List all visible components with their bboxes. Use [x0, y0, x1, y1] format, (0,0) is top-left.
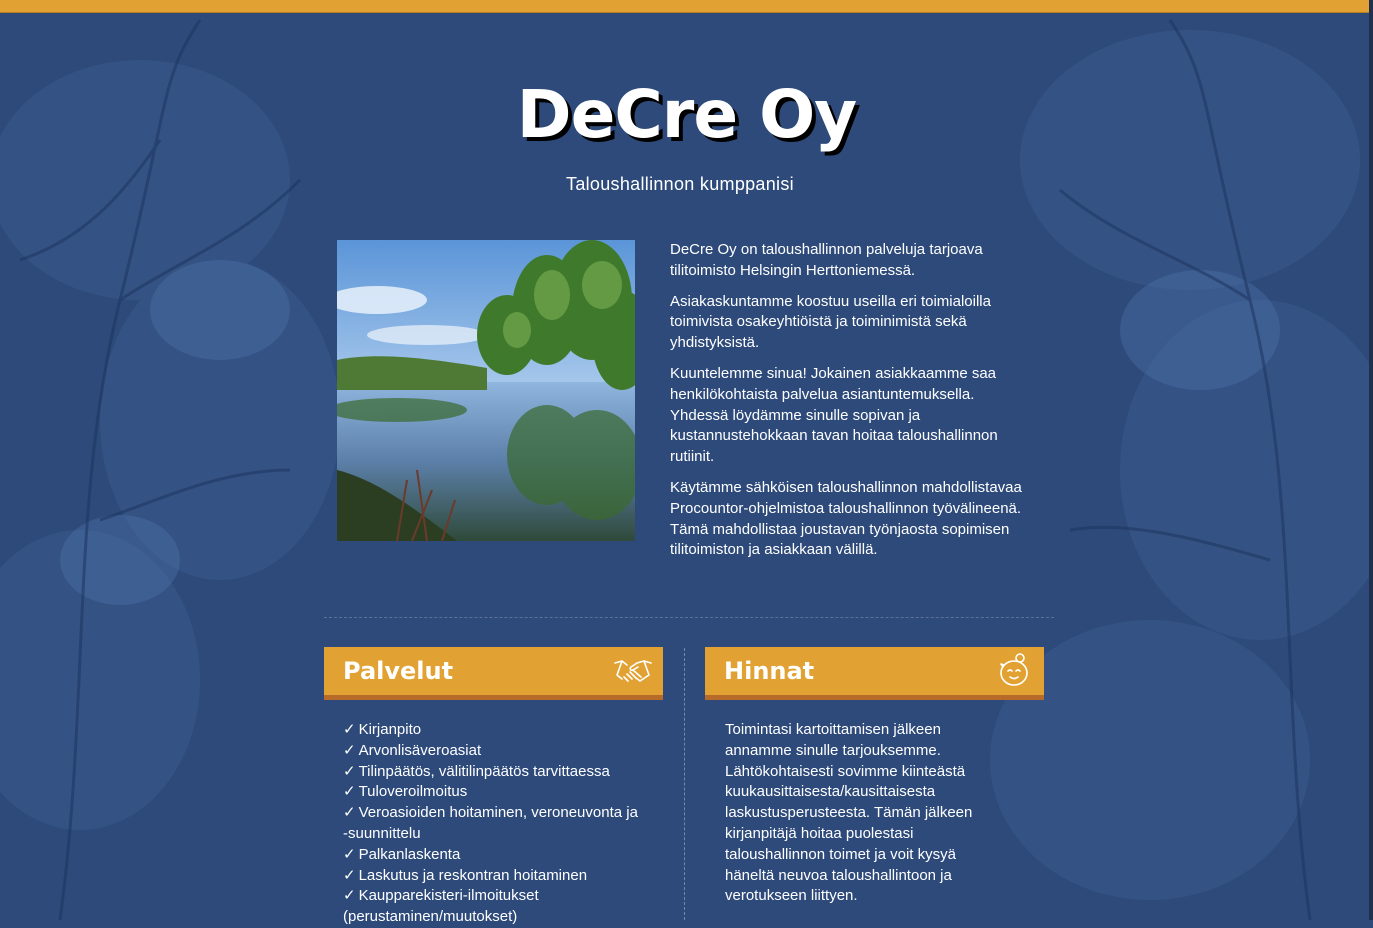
list-item: ✓ Veroasioiden hoitaminen, veroneuvonta ja -suunnittelu: [343, 804, 638, 842]
pricing-header: [705, 647, 1044, 700]
check-icon: ✓: [343, 845, 356, 863]
column-divider: [684, 648, 685, 920]
check-icon: ✓: [343, 866, 356, 884]
list-item: ✓ Laskutus ja reskontran hoitaminen: [343, 866, 588, 884]
handshake-icon: [613, 653, 653, 689]
list-item: ✓ Kirjanpito: [343, 721, 422, 738]
check-icon: ✓: [343, 804, 356, 822]
site-title: DeCre Oy: [516, 76, 857, 153]
list-item: ✓ Tilinpäätös, välitilinpäätös tarvittaessa: [343, 762, 610, 780]
check-icon: ✓: [343, 887, 356, 905]
list-item: ✓ Arvonlisäveroasiat: [343, 741, 482, 759]
list-item: ✓ Kaupparekisteri-ilmoitukset (perustaminen/muutokset): [343, 887, 539, 926]
services-header: [324, 647, 663, 700]
services-list: [343, 720, 643, 928]
intro-paragraph: Käytämme sähköisen taloushallinnon mahdollistavaa Procountor-ohjelmistoa taloushallinnon työvälineenä. Tämä mahdollistaa joustavan työnjaosta sopimisen tilitoimiston ja asiakkaan välillä.: [670, 478, 1022, 559]
intro-text: [670, 240, 1030, 571]
check-icon: ✓: [343, 741, 356, 759]
window-edge: [1369, 0, 1373, 920]
intro-paragraph: DeCre Oy on taloushallinnon palveluja tarjoava tilitoimisto Helsingin Herttoniemessä.: [670, 241, 983, 279]
pricing-title: Hinnat: [724, 657, 815, 685]
top-accent-bar: [0, 0, 1373, 13]
list-item: ✓ Palkanlaskenta: [343, 845, 461, 863]
check-icon: ✓: [343, 783, 356, 801]
lake-landscape-photo: [337, 240, 635, 541]
section-divider: [324, 617, 1054, 618]
intro-paragraph: Kuuntelemme sinua! Jokainen asiakkaamme saa henkilökohtaista palvelua asiantuntemuksella. Yhdessä löydämme sinulle sopivan ja kustannustehokkaan tavan hoitaa taloushallinnon rutiinit.: [670, 364, 998, 466]
check-icon: ✓: [343, 762, 356, 780]
site-tagline: Taloushallinnon kumppanisi: [566, 174, 794, 194]
intro-paragraph: Asiakaskuntamme koostuu useilla eri toimialoilla toimivista osakeyhtiöistä ja toiminimistä sekä yhdistyksistä.: [670, 292, 991, 352]
piggy-bank-icon: [994, 653, 1034, 689]
pricing-text: Toimintasi kartoittamisen jälkeen annamme sinulle tarjouksemme. Lähtökohtaisesti sovimme kiinteästä kuukausittaisesta/kausittaisesta laskustusperusteesta. Tämän jälkeen kirjanpitäjä hoitaa puolestasi taloushallinnon toimet ja voit kysyä häneltä neuvoa taloushallintoon ja verotukseen liittyen.: [725, 721, 973, 905]
services-title: Palvelut: [343, 657, 454, 685]
check-icon: ✓: [343, 721, 356, 738]
list-item: ✓ Tuloveroilmoitus: [343, 783, 468, 801]
